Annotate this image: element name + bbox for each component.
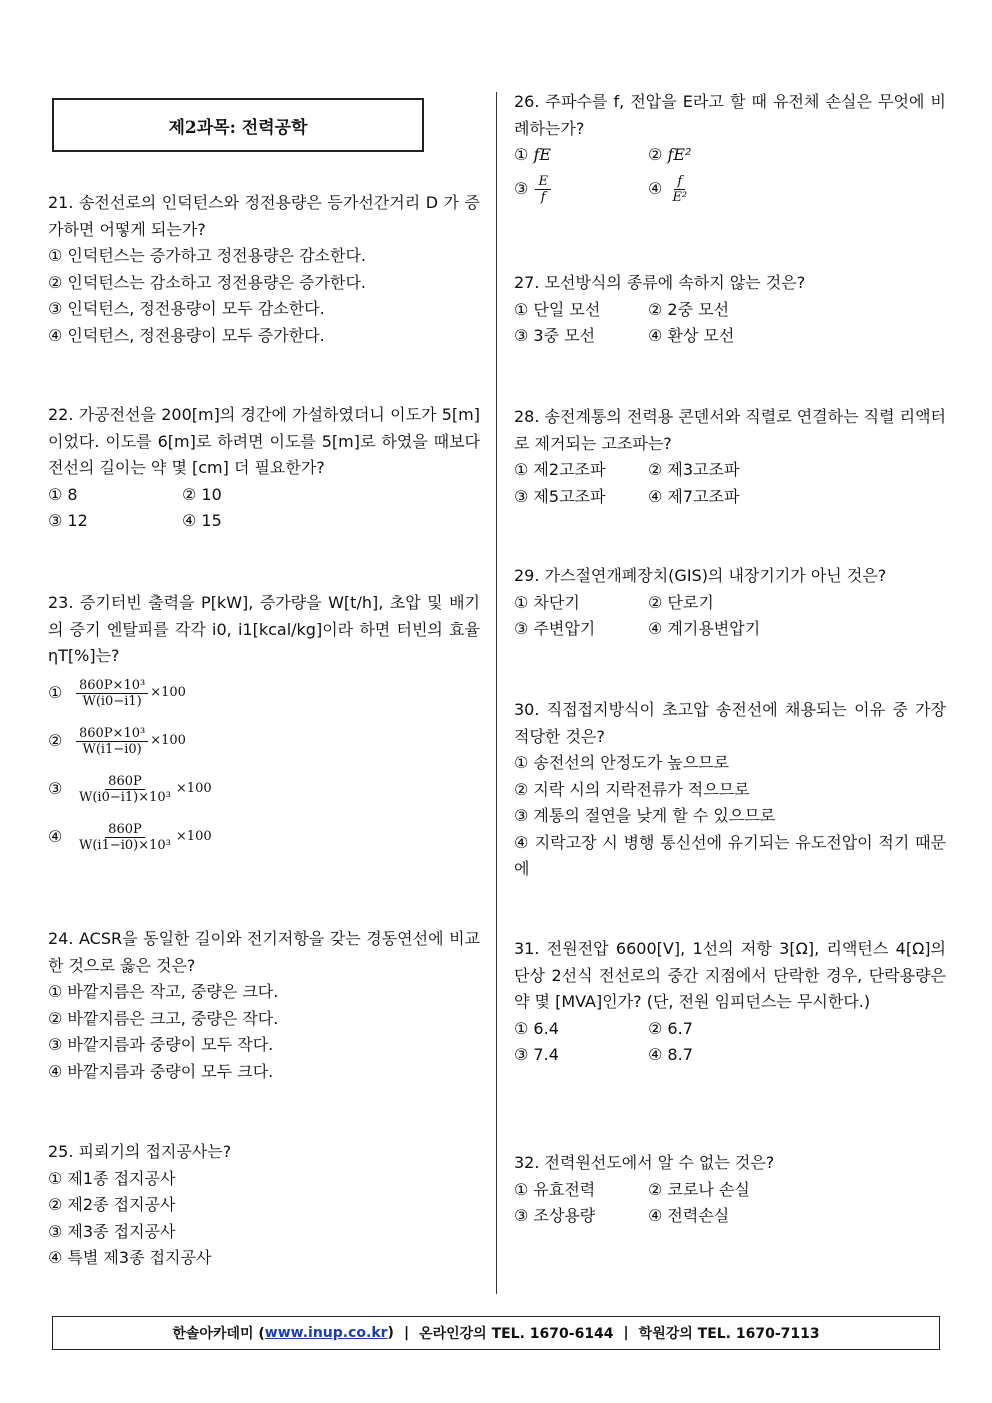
fraction: [76, 774, 174, 805]
option-1: ① 8: [48, 484, 78, 504]
option-3: ③ 제3종 접지공사: [48, 1221, 176, 1241]
option-1: [514, 142, 648, 169]
fraction: [76, 822, 174, 853]
option-4: [648, 174, 692, 205]
option-4: ④ 인덕턴스, 정전용량이 모두 증가한다.: [48, 325, 325, 345]
option-4: ④ 전력손실: [648, 1206, 730, 1225]
fraction: [76, 726, 148, 757]
option-row: [48, 508, 480, 535]
option-4: ④ 환상 모선: [648, 326, 735, 345]
option-marker: ④: [648, 179, 663, 198]
numerator: 860P: [105, 774, 145, 790]
option-row: [514, 142, 946, 169]
question-32: [514, 1150, 946, 1230]
option-2: ② 제2종 접지공사: [48, 1195, 176, 1214]
option-4: ④ 제7고조파: [648, 486, 740, 506]
option-marker: ①: [514, 145, 529, 164]
fraction: [76, 678, 148, 709]
option-3: ③ 조상용량: [514, 1206, 596, 1225]
option-1: ① 제2고조파: [514, 460, 606, 479]
numerator: E: [535, 174, 551, 190]
option-marker: ①: [48, 683, 63, 703]
denominator: W(i1−i0): [82, 742, 142, 757]
question-29: [514, 563, 946, 643]
footer-bar: [52, 1316, 940, 1350]
numerator: 860P: [105, 822, 145, 838]
question-stem: 26. 주파수를 f, 전압을 E라고 할 때 유전체 손실은 무엇에 비례하는가?: [514, 92, 946, 138]
option-4: ④ 바깥지름과 중량이 모두 크다.: [48, 1061, 274, 1081]
option-1: ① 6.4: [514, 1018, 559, 1038]
column-divider: [496, 92, 497, 1294]
question-stem: 27. 모선방식의 종류에 속하지 않는 것은?: [514, 273, 806, 292]
option-3: ③ 바깥지름과 중량이 모두 작다.: [48, 1035, 274, 1054]
option-row: [514, 297, 946, 324]
denominator: W(i0−i1)×10³: [79, 790, 171, 805]
multiplier: ×100: [150, 733, 186, 749]
numerator: 860P×10³: [76, 726, 148, 742]
option-expr: fE: [533, 145, 552, 164]
fraction: [669, 174, 690, 205]
subject-title-box: [52, 98, 424, 152]
option-row: [514, 169, 946, 211]
option-2: ② 바깥지름은 크고, 중량은 작다.: [48, 1008, 279, 1028]
option-row: [514, 457, 946, 484]
question-stem: 24. ACSR을 동일한 길이와 전기저항을 갖는 경동연선에 비교한 것으로 옳은 것은?: [48, 929, 480, 975]
option-3: ③ 주변압기: [514, 619, 596, 638]
option-3: ③ 12: [48, 511, 88, 530]
denominator: W(i1−i0)×10³: [79, 838, 171, 853]
question-stem: 28. 송전계통의 전력용 콘덴서와 직렬로 연결하는 직렬 리액터로 제거되는 고조파는?: [514, 407, 946, 453]
question-23: [48, 590, 480, 862]
numerator: 860P×10³: [76, 678, 148, 694]
option-4: [48, 814, 480, 862]
option-2: ② 10: [182, 484, 222, 504]
option-3: ③ 제5고조파: [514, 486, 606, 506]
option-3: ③ 인덕턴스, 정전용량이 모두 감소한다.: [48, 299, 325, 318]
question-stem: 21. 송전선로의 인덕턴스와 정전용량은 등가선간거리 D 가 증가하면 어떻게 되는가?: [48, 193, 480, 239]
question-stem: 29. 가스절연개폐장치(GIS)의 내장기기가 아닌 것은?: [514, 566, 887, 585]
multiplier: ×100: [175, 781, 212, 797]
option-2: ② 지락 시의 지락전류가 적으므로: [514, 779, 750, 799]
option-4: ④ 특별 제3종 접지공사: [48, 1248, 212, 1267]
question-31: [514, 936, 946, 1069]
academy-close: ): [387, 1325, 394, 1341]
academy-name: 한솔아카데미 (: [172, 1326, 265, 1342]
question-25: [48, 1139, 480, 1272]
option-3: [48, 766, 480, 814]
option-row: [514, 616, 946, 643]
question-30: [514, 697, 946, 883]
question-28: [514, 404, 946, 510]
option-marker: ③: [48, 779, 63, 799]
option-3: ③ 3중 모선: [514, 326, 596, 345]
option-1: ① 인덕턴스는 증가하고 정전용량은 감소한다.: [48, 246, 366, 265]
option-2: [648, 142, 691, 169]
question-24: [48, 926, 480, 1085]
option-1: ① 바깥지름은 작고, 중량은 크다.: [48, 982, 279, 1001]
option-row: [514, 1016, 946, 1043]
option-1: ① 송전선의 안정도가 높으므로: [514, 753, 730, 772]
option-2: ② 2중 모선: [648, 299, 730, 319]
option-2: ② 단로기: [648, 592, 714, 612]
option-row: [514, 1042, 946, 1069]
option-row: [514, 1177, 946, 1204]
separator: |: [623, 1325, 629, 1341]
option-4: ④ 8.7: [648, 1045, 693, 1064]
option-2: ② 제3고조파: [648, 460, 740, 479]
option-marker: ④: [48, 827, 63, 847]
option-1: ① 차단기: [514, 592, 580, 612]
option-2: ② 6.7: [648, 1018, 693, 1038]
option-2: ② 인덕턴스는 감소하고 정전용량은 증가한다.: [48, 272, 366, 292]
denominator: E²: [672, 190, 688, 205]
option-marker: ③: [514, 179, 529, 198]
multiplier: ×100: [175, 829, 212, 845]
option-row: [514, 323, 946, 350]
option-2: ② 코로나 손실: [648, 1179, 750, 1199]
denominator: f: [540, 190, 546, 205]
option-3: [514, 174, 648, 205]
question-stem: 23. 증기터빈 출력을 P[kW], 증가량을 W[t/h], 초압 및 배기의 증기 엔탈피를 각각 i0, i1[kcal/kg]이라 하면 터빈의 효율 ηT[%]는?: [48, 593, 480, 665]
online-phone: 온라인강의 TEL. 1670-6144: [419, 1326, 614, 1342]
option-1: [48, 670, 480, 718]
question-stem: 25. 피뢰기의 접지공사는?: [48, 1142, 232, 1161]
question-27: [514, 270, 946, 350]
option-row: [48, 482, 480, 509]
fraction: [535, 174, 551, 205]
option-1: ① 제1종 접지공사: [48, 1168, 176, 1188]
option-marker: ②: [48, 731, 63, 751]
separator: |: [403, 1325, 410, 1341]
option-2: [48, 718, 480, 766]
option-4: ④ 15: [182, 511, 222, 530]
question-22: [48, 402, 480, 535]
option-marker: ②: [648, 145, 663, 164]
option-1: ① 단일 모선: [514, 299, 601, 319]
question-26: [514, 89, 946, 211]
option-expr: fE²: [667, 145, 692, 164]
option-4: ④ 계기용변압기: [648, 619, 761, 638]
denominator: W(i0−i1): [82, 694, 142, 709]
question-stem: 22. 가공전선을 200[m]의 경간에 가설하였더니 이도가 5[m]이었다. 이도를 6[m]로 하려면 이도를 5[m]로 하였을 때보다 전선의 길이는 약 몇 [cm] 더 필요한가?: [48, 405, 480, 477]
option-4: ④ 지락고장 시 병행 통신선에 유기되는 유도전압이 적기 때문에: [514, 832, 946, 878]
option-row: [514, 1203, 946, 1230]
option-row: [514, 484, 946, 511]
academy-link[interactable]: www.inup.co.kr: [264, 1325, 388, 1341]
option-row: [514, 590, 946, 617]
multiplier: ×100: [150, 685, 186, 701]
subject-title: 제2과목: 전력공학: [168, 117, 308, 138]
question-stem: 31. 전원전압 6600[V], 1선의 저항 3[Ω], 리액턴스 4[Ω]의 단상 2선식 전선로의 중간 지점에서 단락한 경우, 단락용량은 약 몇 [MVA]인가? (단, 전원 임피던스는 무시한다.): [514, 939, 946, 1011]
question-stem: 30. 직접접지방식이 초고압 송전선에 채용되는 이유 중 가장 적당한 것은?: [514, 700, 946, 746]
question-stem: 32. 전력원선도에서 알 수 없는 것은?: [514, 1153, 775, 1172]
offline-phone: 학원강의 TEL. 1670-7113: [638, 1326, 820, 1342]
question-21: [48, 190, 480, 349]
option-3: ③ 계통의 절연을 낮게 할 수 있으므로: [514, 806, 776, 825]
option-3: ③ 7.4: [514, 1045, 559, 1064]
option-1: ① 유효전력: [514, 1179, 596, 1199]
numerator: f: [674, 174, 685, 190]
